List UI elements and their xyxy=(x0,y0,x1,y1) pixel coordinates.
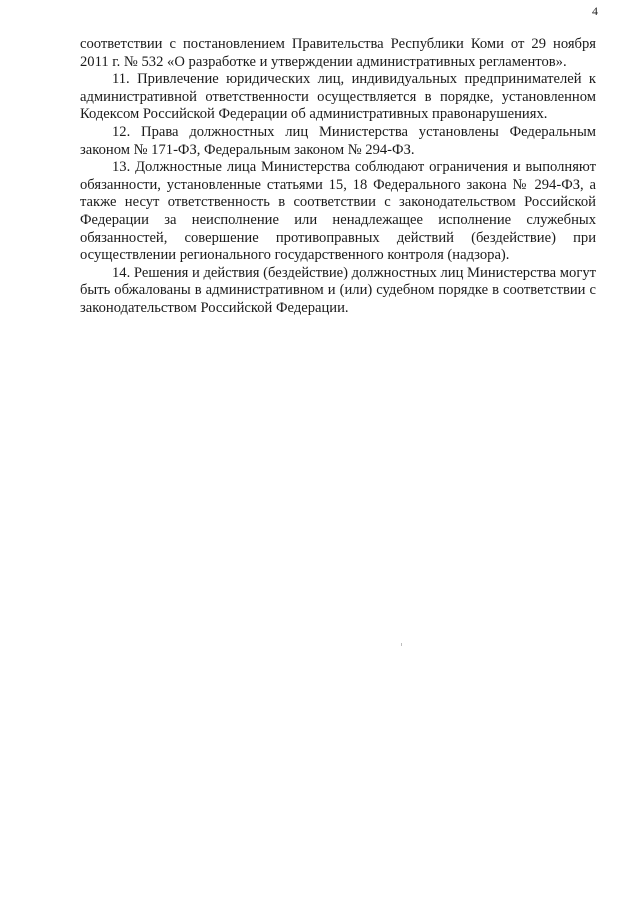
document-body xyxy=(80,36,596,318)
paragraph-item-12: 12. Права должностных лиц Министерства установлены Федеральным законом № 171-ФЗ, Федеральным законом № 294-ФЗ. xyxy=(80,123,596,158)
paragraph-item-13: 13. Должностные лица Министерства соблюдают ограничения и выполняют обязанности, установленные статьями 15, 18 Федерального закона № 294-ФЗ, а также несут ответственность в соответствии с законодательством Российской Федерации за неисполнение или ненадлежащее исполнение служебных обязанностей, совершение противоправных действий (бездействие) при осуществлении регионального государственного контроля (надзора). xyxy=(80,159,596,264)
page-number: 4 xyxy=(592,4,598,18)
paragraph-continuation: соответствии с постановлением Правительства Республики Коми от 29 ноября 2011 г. № 532 «О разработке и утверждении административных регламентов». xyxy=(80,36,596,70)
paragraph-item-11: 11. Привлечение юридических лиц, индивидуальных предпринимателей к административной ответственности осуществляется в порядке, установленном Кодексом Российской Федерации об административных правонарушениях. xyxy=(80,71,596,123)
paragraph-item-14: 14. Решения и действия (бездействие) должностных лиц Министерства могут быть обжалованы в административном и (или) судебном порядке в соответствии с законодательством Российской Федерации. xyxy=(80,264,596,316)
scan-speck xyxy=(401,643,402,646)
